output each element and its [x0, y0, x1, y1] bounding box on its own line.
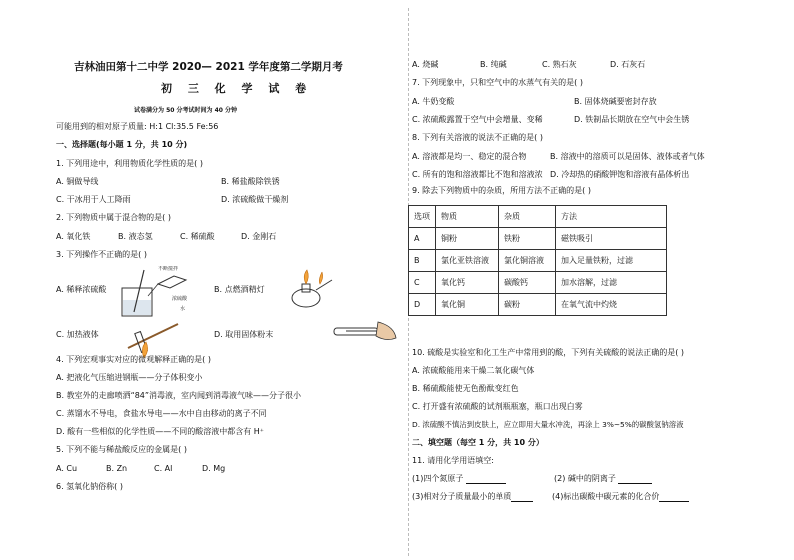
- table-cell: 在氧气流中灼烧: [556, 294, 667, 316]
- table-cell: 氯化亚铁溶液: [436, 250, 499, 272]
- table-row: [409, 250, 667, 272]
- q7-stem: 7. 下列现象中，只和空气中的水蒸气有关的是( ): [412, 78, 583, 87]
- section1-heading: 一、选择题(每小题 1 分，共 10 分): [56, 140, 188, 149]
- q3-option-c: C. 加热液体: [56, 330, 99, 339]
- q7-option-c: C. 浓硫酸露置于空气中会增量、变稀: [412, 115, 543, 124]
- q4-option-c: C. 蒸馏水不导电，食盐水导电——水中自由移动的离子不同: [56, 409, 267, 418]
- answer-blank[interactable]: [466, 475, 506, 484]
- table-cell: A: [409, 228, 436, 250]
- table-cell: 磁铁吸引: [556, 228, 667, 250]
- q1-option-a: A. 铜做导线: [56, 177, 99, 186]
- q1-option-c: C. 干冰用于人工降雨: [56, 195, 131, 204]
- q11-part3: (3)相对分子质量最小的单质: [412, 492, 533, 502]
- table-row: [409, 228, 667, 250]
- q4-option-b: B. 教室外的走廊喷洒“84”消毒液，室内闻到消毒液气味——分子很小: [56, 391, 302, 400]
- table-cell: 加入足量铁粉，过滤: [556, 250, 667, 272]
- q5-options: [56, 464, 406, 474]
- q3-options-row1: [56, 285, 406, 295]
- q11-stem: 11. 请用化学用语填空:: [412, 456, 494, 465]
- q6-options: [412, 60, 772, 70]
- q6-option-a: A. 烧碱: [412, 60, 439, 69]
- q6-option-b: B. 纯碱: [480, 60, 507, 69]
- q8-options-row2: [412, 170, 772, 180]
- q7-option-d: D. 铁制品长期放在空气中会生锈: [574, 115, 690, 124]
- table-header-cell: 杂质: [499, 206, 556, 228]
- q10-option-c: C. 打开盛有浓硫酸的试剂瓶瓶塞，瓶口出现白雾: [412, 402, 583, 411]
- fig-label-stir: 不断搅拌: [158, 266, 179, 272]
- table-cell: 氧化铜: [436, 294, 499, 316]
- exam-note: 试卷满分为 50 分考试时间为 40 分钟: [134, 107, 238, 114]
- atomic-mass-line: 可能用到的相对原子质量: H:1 Cl:35.5 Fe:56: [56, 122, 219, 131]
- right-column: [412, 0, 772, 560]
- q4-option-a: A. 把液化气压缩进钢瓶——分子体积变小: [56, 373, 203, 382]
- table-cell: D: [409, 294, 436, 316]
- q1-options-row1: [56, 177, 406, 187]
- q11-row1: [412, 474, 772, 484]
- table-row: [409, 294, 667, 316]
- q5-option-b: B. Zn: [106, 464, 128, 473]
- q2-option-d: D. 金刚石: [241, 232, 277, 241]
- table-header-row: [409, 206, 667, 228]
- left-column: [56, 0, 406, 560]
- table-row: [409, 272, 667, 294]
- q1-option-b: B. 稀盐酸除铁锈: [221, 177, 280, 186]
- q1-option-d: D. 浓硫酸做干燥剂: [221, 195, 289, 204]
- table-cell: 氧化钙: [436, 272, 499, 294]
- q2-option-b: B. 液态氢: [118, 232, 153, 241]
- table-header-cell: 选项: [409, 206, 436, 228]
- q7-options-row1: [412, 97, 772, 107]
- answer-blank[interactable]: [511, 493, 533, 502]
- q10-option-b: B. 稀硫酸能使无色酚酞变红色: [412, 384, 519, 393]
- q2-option-c: C. 稀硫酸: [180, 232, 215, 241]
- q9-stem: 9. 除去下列物质中的杂质，所用方法不正确的是( ): [412, 186, 591, 195]
- table-cell: 加水溶解，过滤: [556, 272, 667, 294]
- q3-option-b: B. 点燃酒精灯: [214, 285, 265, 294]
- table-cell: 碳粉: [499, 294, 556, 316]
- q5-option-d: D. Mg: [202, 464, 226, 473]
- q10-option-d: D. 浓硫酸不慎沾到皮肤上，应立即用大量水冲洗，再涂上 3%~5%的碳酸氢钠溶液: [412, 420, 684, 429]
- q3-option-a: A. 稀释浓硫酸: [56, 285, 107, 294]
- q8-option-b: B. 溶液中的溶质可以是固体、液体或者气体: [550, 152, 705, 161]
- q8-options-row1: [412, 152, 772, 162]
- q6-option-c: C. 熟石灰: [542, 60, 577, 69]
- q2-options: [56, 232, 406, 242]
- q4-option-d: D. 酸有一些相似的化学性质——不同的酸溶液中都含有 H⁺: [56, 427, 265, 436]
- answer-blank[interactable]: [659, 493, 689, 502]
- q6-option-d: D. 石灰石: [610, 60, 646, 69]
- q2-stem: 2. 下列物质中属于混合物的是( ): [56, 213, 171, 222]
- q11-part2: (2) 碱中的阴离子: [554, 474, 652, 484]
- table-cell: 氯化铜溶液: [499, 250, 556, 272]
- q3-option-d: D. 取用固体粉末: [214, 330, 274, 339]
- q7-option-a: A. 牛奶变酸: [412, 97, 455, 106]
- q8-option-c: C. 所有的饱和溶液都比不饱和溶液浓: [412, 170, 543, 179]
- q11-row2: [412, 492, 772, 502]
- q11-part1: (1)四个氮原子: [412, 474, 506, 484]
- q4-stem: 4. 下列宏观事实对应的微观解释正确的是( ): [56, 355, 211, 364]
- table-cell: 铁粉: [499, 228, 556, 250]
- q10-stem: 10. 硫酸是实验室和化工生产中常用到的酸，下列有关硫酸的说法正确的是( ): [412, 348, 685, 357]
- table-cell: C: [409, 272, 436, 294]
- table-header-cell: 物质: [436, 206, 499, 228]
- fig-label-water: 水: [180, 306, 186, 312]
- table-header-cell: 方法: [556, 206, 667, 228]
- q5-option-c: C. Al: [154, 464, 173, 473]
- q8-option-a: A. 溶液都是均一、稳定的混合物: [412, 152, 527, 161]
- q3-stem: 3. 下列操作不正确的是( ): [56, 250, 147, 259]
- q1-stem: 1. 下列用途中，利用物质化学性质的是( ): [56, 159, 203, 168]
- table-cell: B: [409, 250, 436, 272]
- exam-subtitle: 初 三 化 学 试 卷: [161, 82, 313, 95]
- q2-option-a: A. 氧化铁: [56, 232, 91, 241]
- q1-options-row2: [56, 195, 406, 205]
- q8-stem: 8. 下列有关溶液的说法不正确的是( ): [412, 133, 543, 142]
- table-cell: 铜粉: [436, 228, 499, 250]
- answer-blank[interactable]: [618, 475, 652, 484]
- q7-option-b: B. 固体烧碱要密封存放: [574, 97, 657, 106]
- table-cell: 碳酸钙: [499, 272, 556, 294]
- fig-label-acid: 浓硫酸: [172, 296, 188, 302]
- q5-option-a: A. Cu: [56, 464, 78, 473]
- q5-stem: 5. 下列不能与稀盐酸反应的金属是( ): [56, 445, 187, 454]
- q8-option-d: D. 冷却热的硝酸钾饱和溶液有晶体析出: [550, 170, 690, 179]
- q11-part4: (4)标出碳酸中碳元素的化合价: [552, 492, 689, 502]
- exam-title: 吉林油田第十二中学 2020— 2021 学年度第二学期月考: [74, 61, 343, 73]
- q6-stem: 6. 氢氧化钠俗称( ): [56, 482, 123, 491]
- q7-options-row2: [412, 115, 772, 125]
- section2-heading: 二、填空题（每空 1 分，共 10 分）: [412, 438, 544, 447]
- q3-options-row2: [56, 330, 406, 340]
- q10-option-a: A. 浓硫酸能用来干燥二氧化碳气体: [412, 366, 535, 375]
- q9-table: [408, 205, 667, 316]
